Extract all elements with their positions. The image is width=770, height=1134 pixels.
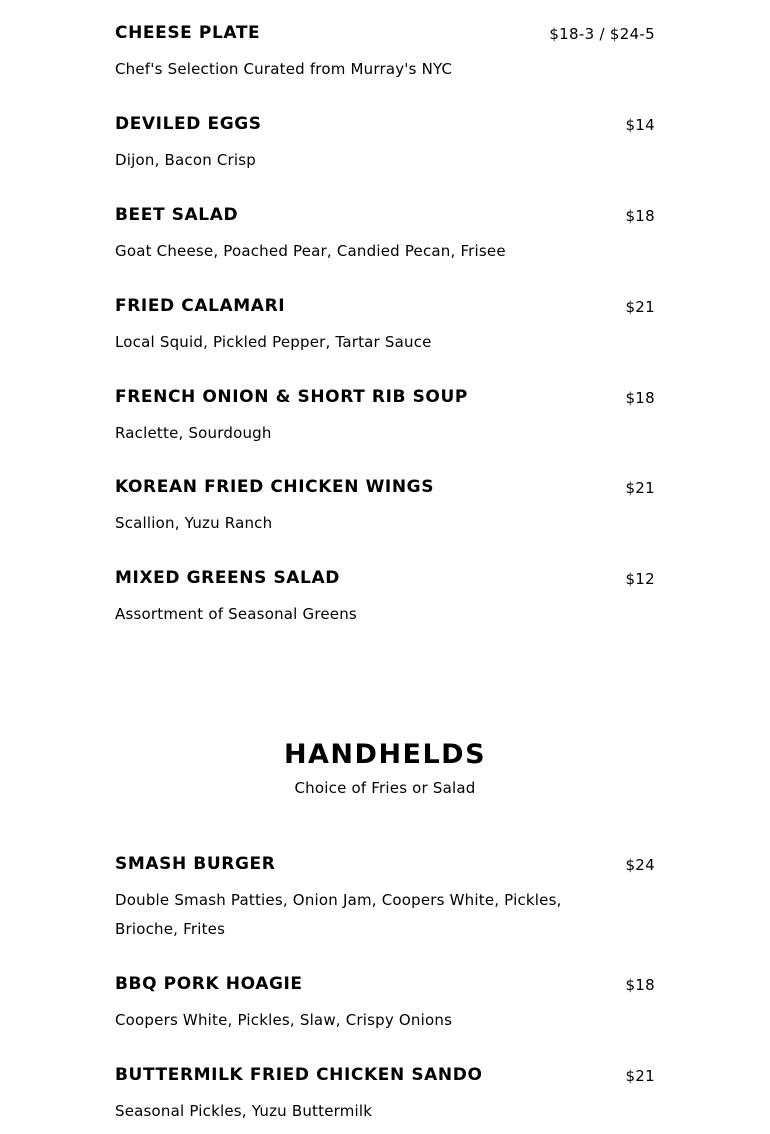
- item-price: $24: [625, 856, 655, 874]
- item-price: $18: [625, 389, 655, 407]
- item-name: FRENCH ONION & SHORT RIB SOUP: [115, 387, 468, 407]
- item-description: Chef's Selection Curated from Murray's NYC: [115, 60, 453, 78]
- item-description: Scallion, Yuzu Ranch: [115, 514, 273, 532]
- item-price: $18-3 / $24-5: [549, 25, 655, 43]
- item-name: BUTTERMILK FRIED CHICKEN SANDO: [115, 1065, 483, 1085]
- item-description: Dijon, Bacon Crisp: [115, 151, 257, 169]
- item-price: $21: [625, 479, 655, 497]
- item-name: SMASH BURGER: [115, 854, 276, 874]
- item-description: Goat Cheese, Poached Pear, Candied Pecan, Frisee: [115, 242, 506, 260]
- item-price: $21: [625, 298, 655, 316]
- item-name: MIXED GREENS SALAD: [115, 568, 340, 588]
- item-price: $14: [625, 116, 655, 134]
- item-name: DEVILED EGGS: [115, 114, 262, 134]
- item-name: BBQ PORK HOAGIE: [115, 974, 303, 994]
- item-name: FRIED CALAMARI: [115, 296, 286, 316]
- item-price: $12: [625, 570, 655, 588]
- item-name: CHEESE PLATE: [115, 23, 261, 43]
- item-description: Assortment of Seasonal Greens: [115, 605, 357, 623]
- item-description: Seasonal Pickles, Yuzu Buttermilk: [115, 1102, 373, 1120]
- section-subtitle-handhelds: Choice of Fries or Salad: [294, 779, 476, 797]
- item-name: BEET SALAD: [115, 205, 239, 225]
- item-description: Double Smash Patties, Onion Jam, Coopers White, Pickles, Brioche, Frites: [115, 891, 562, 938]
- section-title-handhelds: HANDHELDS: [283, 739, 487, 770]
- item-description: Coopers White, Pickles, Slaw, Crispy Onions: [115, 1011, 453, 1029]
- item-price: $21: [625, 1067, 655, 1085]
- item-description: Raclette, Sourdough: [115, 424, 272, 442]
- item-price: $18: [625, 207, 655, 225]
- item-name: KOREAN FRIED CHICKEN WINGS: [115, 477, 435, 497]
- item-description: Local Squid, Pickled Pepper, Tartar Sauce: [115, 333, 432, 351]
- item-price: $18: [625, 976, 655, 994]
